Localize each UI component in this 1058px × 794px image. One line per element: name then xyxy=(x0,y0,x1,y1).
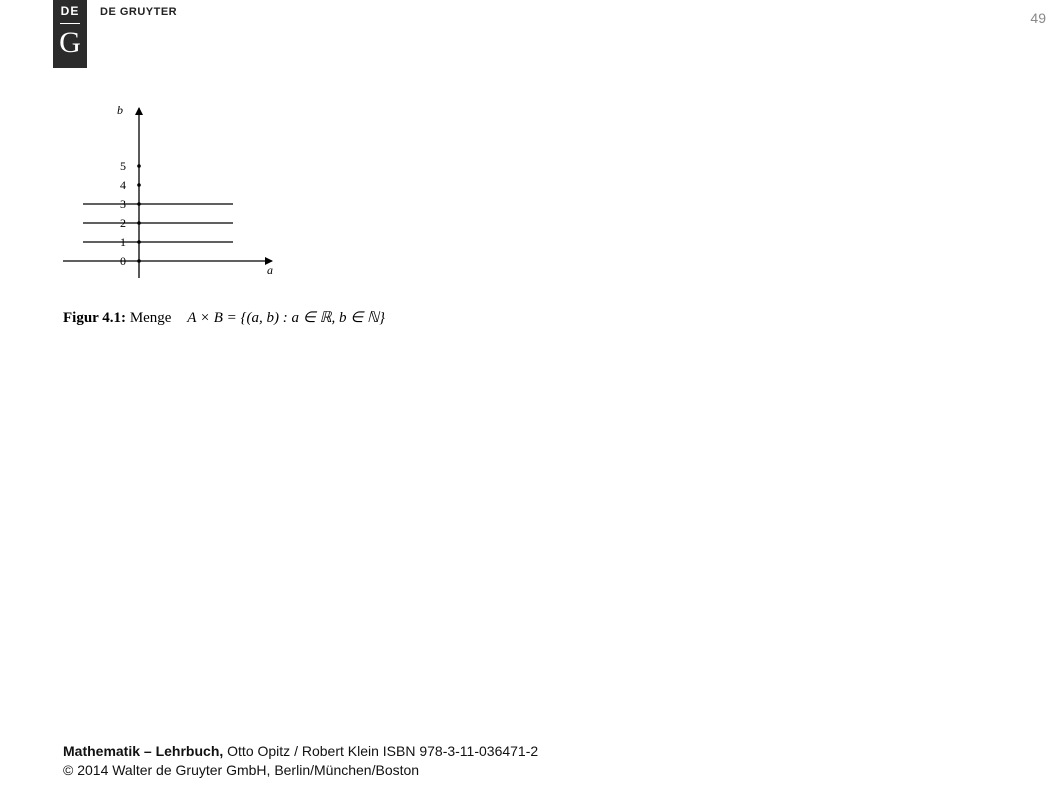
logo-bottom-text: G xyxy=(59,26,81,59)
footer xyxy=(63,742,538,780)
point-b1 xyxy=(137,240,141,244)
publisher-name: DE GRUYTER xyxy=(100,6,178,18)
b-axis-label: b xyxy=(117,103,123,117)
footer-citation xyxy=(63,742,538,761)
point-b3 xyxy=(137,202,141,206)
caption-text: Menge xyxy=(129,310,172,326)
footer-authors-isbn: Otto Opitz / Robert Klein ISBN 978-3-11-036471-2 xyxy=(223,743,539,759)
caption-formula: A × B = {(a, b) : a ∈ ℝ, b ∈ ℕ} xyxy=(187,310,386,326)
footer-copyright: © 2014 Walter de Gruyter GmbH, Berlin/München/Boston xyxy=(63,762,420,778)
point-b0 xyxy=(137,259,141,263)
point-b5 xyxy=(137,164,141,168)
cartesian-product-figure xyxy=(55,100,285,285)
logo-top-text: DE xyxy=(60,4,80,18)
publisher-logo xyxy=(53,0,87,68)
tick-label-3: 3 xyxy=(120,197,126,211)
point-b2 xyxy=(137,221,141,225)
tick-label-5: 5 xyxy=(120,159,126,173)
a-axis-label: a xyxy=(267,263,273,277)
page-number: 49 xyxy=(1030,10,1046,26)
logo-divider xyxy=(60,23,80,24)
tick-label-1: 1 xyxy=(120,235,126,249)
footer-title: Mathematik – Lehrbuch, xyxy=(63,743,224,759)
figure-caption xyxy=(63,308,385,327)
tick-label-4: 4 xyxy=(120,178,126,192)
tick-label-0: 0 xyxy=(120,254,126,268)
caption-label: Figur 4.1: xyxy=(63,310,127,326)
tick-label-2: 2 xyxy=(120,216,126,230)
point-b4 xyxy=(137,183,141,187)
